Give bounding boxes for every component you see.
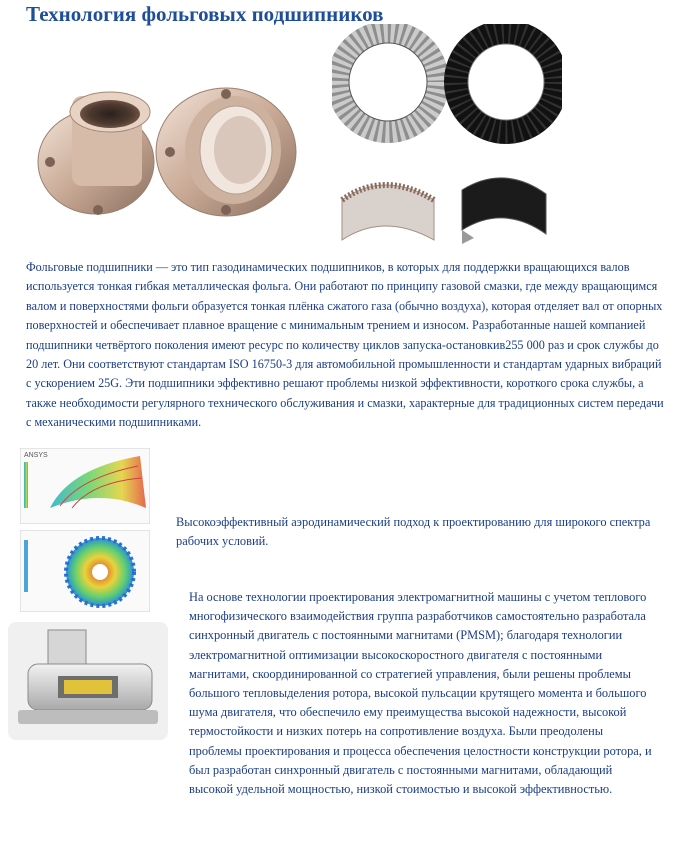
page-title: Технология фольговых подшипников xyxy=(26,2,384,26)
foil-segment-photos xyxy=(334,160,564,252)
aero-caption: Высокоэффективный аэродинамический подход к проектированию для широкого спектра рабочих условий. xyxy=(176,515,651,548)
cfd-wheel-simulation xyxy=(20,530,150,612)
intro-paragraph: Фольговые подшипники — это тип газодинамических подшипников, в которых для поддержки вращающихся валов используется тонкая гибкая металлическая фольга. Они работают по принципу газовой смазки, где между вращающимся валом и поверхностями фольги образуется тонкая плёнка сжатого газа (обычно воздуха), которая отделяет вал от опорных поверхностей и обеспечивает плавное вращение с минимальным трением и износом. Разработанные нашей компанией подшипники четвёртого поколения имеют ресурс по количеству циклов запуска-остановкив255 000 раз и срок службы до 20 лет. Они соответствуют стандартам ISO 16750-3 для автомобильной промышленности и стандартам ударных вибраций с ускорением 25G. Эти подшипники эффективно решают проблемы низкой эффективности, короткого срока службы, а также необходимости регулярного технического обслуживания и смазки, характерные для традиционных систем передачи с механическими подшипниками. xyxy=(26,260,664,430)
svg-text:ANSYS: ANSYS xyxy=(24,452,48,459)
motor-paragraph: На основе технологии проектирования электромагнитной машины с учетом теплового многофизического взаимодействия группа разработчиков самостоятельно разработала синхронный двигатель с постоянными магнитами (PMSM); благодаря технологии электромагнитной оптимизации высокоскоростного двигателя с постоянными магнитами, скоординированной со стратегией управления, были решены проблемы большого тепловыделения ротора, высокой пульсации крутящего момента и большого шума двигателя, что обеспечило ему преимущества высокой надежности, высокой термостойкости и низких потерь на сопротивление воздуха. Были преодолены проблемы проектирования и процесса обеспечения целостности конструкции ротора, и был разработан синхронный двигатель с постоянными магнитами, обладающий высокой удельной мощностью, низкой стоимостью и высокой эффективностью. xyxy=(189,590,652,797)
bearing-housing-photo xyxy=(28,52,300,232)
motor-cutaway-render xyxy=(8,622,168,740)
foil-ring-photos xyxy=(332,24,562,144)
cfd-impeller-simulation xyxy=(20,448,150,524)
